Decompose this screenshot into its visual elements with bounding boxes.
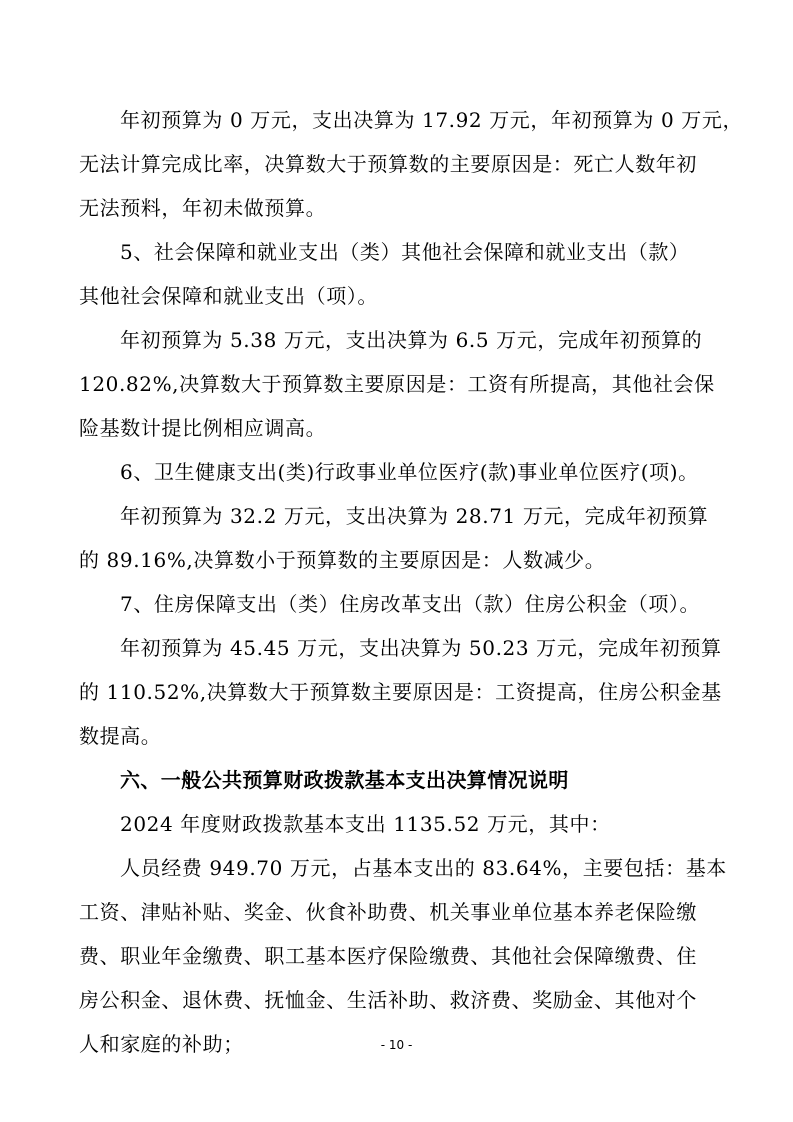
text-line-6: 年初预算为 5.38 万元，支出决算为 6.5 万元，完成年初预算的: [120, 328, 703, 352]
text-line-14: 的 110.52%,决算数大于预算数主要原因是：工资提高，住房公积金基: [79, 680, 722, 704]
text-line-19: 工资、津贴补贴、奖金、伙食补助费、机关事业单位基本养老保险缴: [79, 900, 697, 924]
text-line-4: 5、社会保障和就业支出（类）其他社会保障和就业支出（款）: [120, 240, 690, 264]
text-line-3: 无法预料，年初未做预算。: [79, 196, 327, 220]
text-line-20: 费、职业年金缴费、职工基本医疗保险缴费、其他社会保障缴费、住: [79, 944, 697, 968]
text-line-21: 房公积金、退休费、抚恤金、生活补助、救济费、奖励金、其他对个: [79, 988, 697, 1012]
text-line-15: 数提高。: [79, 724, 162, 748]
text-line-8: 险基数计提比例相应调高。: [79, 416, 327, 440]
text-line-7: 120.82%,决算数大于预算数主要原因是：工资有所提高，其他社会保: [79, 372, 715, 396]
text-line-22: 人和家庭的补助；: [79, 1032, 244, 1056]
page-number: - 10 -: [380, 1038, 413, 1052]
text-line-18: 人员经费 949.70 万元，占基本支出的 83.64%，主要包括：基本: [120, 856, 727, 880]
text-line-5: 其他社会保障和就业支出（项）。: [79, 284, 378, 308]
text-line-9: 6、卫生健康支出(类)行政事业单位医疗(款)事业单位医疗(项)。: [120, 460, 699, 484]
text-line-12: 7、住房保障支出（类）住房改革支出（款）住房公积金（项）。: [120, 592, 701, 616]
text-line-1: 年初预算为 0 万元，支出决算为 17.92 万元，年初预算为 0 万元，: [120, 108, 744, 132]
text-line-2: 无法计算完成比率，决算数大于预算数的主要原因是：死亡人数年初: [79, 152, 697, 176]
text-line-11: 的 89.16%,决算数小于预算数的主要原因是：人数减少。: [79, 548, 606, 572]
text-line-10: 年初预算为 32.2 万元，支出决算为 28.71 万元，完成年初预算: [120, 504, 709, 528]
text-line-13: 年初预算为 45.45 万元，支出决算为 50.23 万元，完成年初预算: [120, 636, 722, 660]
text-line-17: 2024 年度财政拨款基本支出 1135.52 万元，其中：: [120, 812, 611, 836]
section-heading: 六、一般公共预算财政拨款基本支出决算情况说明: [120, 768, 569, 792]
